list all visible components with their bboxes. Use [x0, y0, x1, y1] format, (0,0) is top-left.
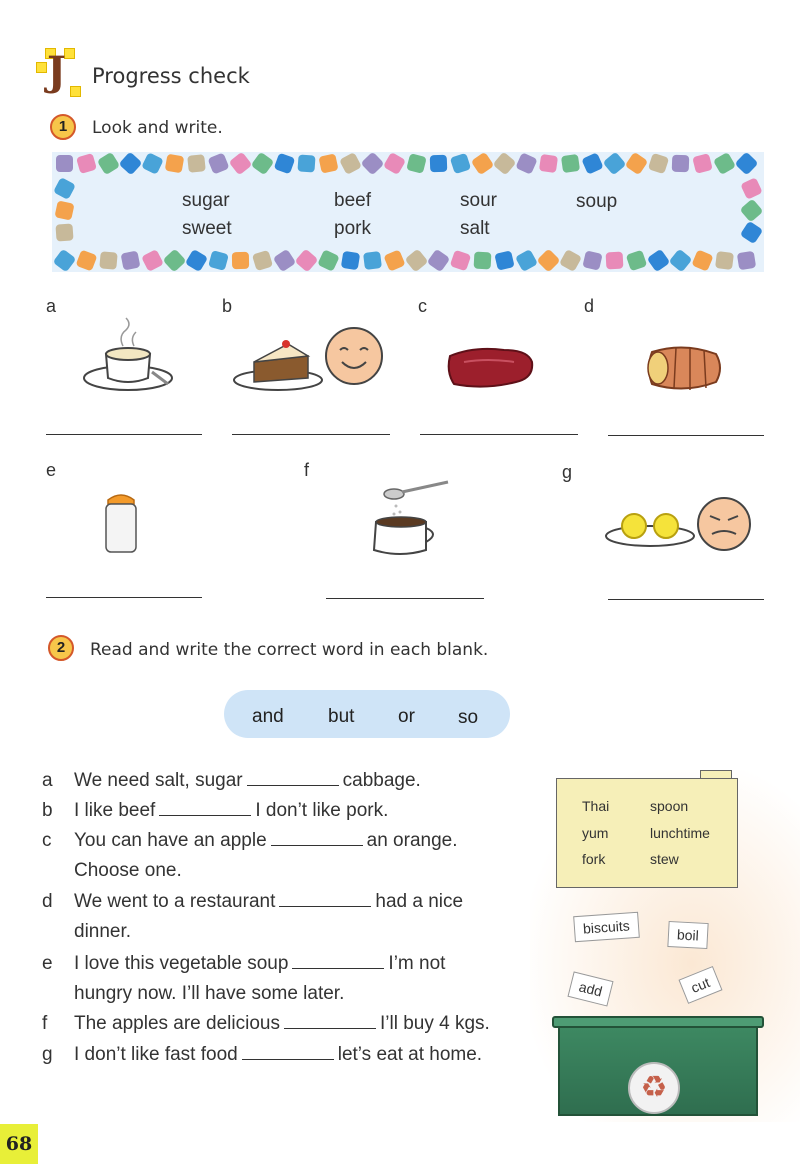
word-card: boil — [667, 921, 708, 949]
question-letter: b — [42, 800, 53, 821]
blank[interactable] — [292, 955, 384, 969]
answer-line[interactable] — [608, 599, 764, 600]
puzzle-piece-icon — [737, 251, 756, 270]
blank[interactable] — [242, 1046, 334, 1060]
puzzle-piece-icon — [539, 154, 558, 173]
page-number: 68 — [0, 1124, 38, 1164]
puzzle-piece-icon — [55, 223, 73, 241]
question-continuation: Choose one. — [74, 860, 182, 881]
puzzle-piece-icon — [252, 250, 273, 271]
puzzle-piece-icon — [647, 249, 671, 273]
blank[interactable] — [159, 802, 251, 816]
puzzle-piece-icon — [625, 152, 649, 176]
puzzle-piece-icon — [341, 251, 360, 270]
puzzle-piece-icon — [383, 249, 405, 271]
puzzle-piece-icon — [229, 152, 253, 176]
answer-line[interactable] — [232, 434, 390, 435]
puzzle-piece-icon — [606, 252, 624, 270]
word-box-item: beef — [334, 190, 371, 211]
question-continuation: dinner. — [74, 921, 132, 942]
puzzle-piece-icon — [430, 155, 448, 173]
puzzle-piece-icon — [515, 249, 538, 272]
question-text: I love this vegetable soup I’m not — [74, 953, 446, 974]
puzzle-piece-icon — [672, 155, 690, 173]
soup-bowl-icon — [78, 316, 178, 396]
puzzle-piece-icon — [297, 154, 315, 172]
question-text: You can have an apple an orange. — [74, 830, 458, 851]
recycle-icon: ♻ — [628, 1062, 680, 1114]
answer-line[interactable] — [46, 434, 202, 435]
puzzle-piece-icon — [561, 154, 580, 173]
answer-line[interactable] — [46, 597, 202, 598]
puzzle-piece-icon — [494, 250, 514, 270]
blank[interactable] — [247, 772, 339, 786]
puzzle-piece-icon — [208, 250, 229, 271]
puzzle-piece-icon — [471, 152, 495, 176]
word-card: cut — [678, 966, 722, 1004]
salt-shaker-icon — [100, 486, 142, 556]
page-title: Progress check — [92, 64, 250, 88]
puzzle-piece-icon — [692, 153, 713, 174]
beef-steak-icon — [444, 344, 536, 392]
blank[interactable] — [284, 1015, 376, 1029]
bank-word: so — [458, 707, 479, 728]
puzzle-piece-icon — [97, 152, 120, 175]
puzzle-piece-icon — [360, 151, 384, 175]
folder-word: yum — [582, 825, 609, 841]
puzzle-piece-icon — [691, 249, 713, 271]
exercise-2-number: 2 — [48, 635, 74, 661]
puzzle-piece-icon — [713, 152, 736, 175]
question-text: We need salt, sugar cabbage. — [74, 770, 421, 791]
word-box-item: sour — [460, 190, 497, 211]
pork-roll-icon — [644, 342, 724, 394]
puzzle-piece-icon — [141, 249, 164, 272]
folder-word: spoon — [650, 798, 689, 814]
puzzle-piece-icon — [317, 249, 340, 272]
puzzle-piece-icon — [118, 151, 142, 175]
puzzle-piece-icon — [740, 177, 763, 200]
exercise-2-instruction: Read and write the correct word in each blank. — [90, 640, 489, 660]
question-letter: d — [42, 891, 53, 912]
puzzle-piece-icon — [165, 154, 185, 174]
lemon-slices-icon — [604, 494, 756, 558]
puzzle-piece-icon — [740, 199, 764, 223]
puzzle-piece-icon — [383, 152, 406, 175]
bank-word: and — [252, 706, 284, 727]
blank[interactable] — [279, 893, 371, 907]
word-box-item: sugar — [182, 190, 230, 211]
question-text: I don’t like fast food let’s eat at home. — [74, 1044, 483, 1065]
puzzle-piece-icon — [536, 248, 560, 272]
puzzle-piece-icon — [603, 152, 627, 176]
puzzle-piece-icon — [99, 251, 117, 269]
item-letter: f — [304, 460, 310, 480]
word-box-item: salt — [460, 218, 490, 239]
puzzle-piece-icon — [626, 250, 648, 272]
folder-word: stew — [650, 851, 679, 867]
puzzle-piece-icon — [53, 177, 76, 200]
puzzle-piece-icon — [427, 249, 451, 273]
question-letter: a — [42, 770, 53, 791]
puzzle-piece-icon — [582, 250, 602, 270]
puzzle-piece-icon — [53, 249, 77, 273]
puzzle-piece-icon — [734, 151, 758, 175]
answer-line[interactable] — [420, 434, 578, 435]
puzzle-piece-icon — [232, 252, 249, 269]
question-letter: e — [42, 953, 53, 974]
puzzle-piece-icon — [450, 250, 472, 272]
item-letter: d — [584, 296, 595, 316]
puzzle-piece-icon — [648, 153, 669, 174]
question-letter: f — [42, 1013, 48, 1034]
word-card: biscuits — [573, 912, 639, 942]
puzzle-piece-icon — [450, 153, 471, 174]
blank[interactable] — [271, 832, 363, 846]
puzzle-piece-icon — [339, 152, 362, 175]
question-text: We went to a restaurant had a nice — [74, 891, 464, 912]
puzzle-piece-icon — [141, 152, 164, 175]
puzzle-piece-icon — [251, 152, 275, 176]
puzzle-piece-icon — [273, 249, 297, 273]
word-box-item: pork — [334, 218, 371, 239]
answer-line[interactable] — [326, 598, 484, 599]
item-letter: c — [418, 296, 427, 316]
question-letter: g — [42, 1044, 53, 1065]
word-card: add — [567, 971, 613, 1006]
puzzle-piece-icon — [318, 153, 338, 173]
question-continuation: hungry now. I’ll have some later. — [74, 983, 345, 1004]
puzzle-piece-icon — [740, 221, 764, 245]
puzzle-piece-icon — [669, 249, 693, 273]
folder-word: Thai — [582, 798, 610, 814]
unit-badge — [36, 48, 82, 100]
folder-word: lunchtime — [650, 825, 710, 841]
puzzle-piece-icon — [715, 251, 734, 270]
puzzle-piece-icon — [474, 252, 492, 270]
puzzle-piece-icon — [187, 154, 206, 173]
puzzle-piece-icon — [207, 152, 229, 174]
item-letter: b — [222, 296, 233, 316]
puzzle-piece-icon — [56, 155, 73, 172]
exercise-1-instruction: Look and write. — [92, 118, 223, 138]
question-text: The apples are delicious I’ll buy 4 kgs. — [74, 1013, 490, 1034]
puzzle-piece-icon — [405, 249, 429, 273]
puzzle-piece-icon — [406, 153, 427, 174]
word-box-item: sweet — [182, 218, 232, 239]
puzzle-piece-icon — [76, 153, 97, 174]
deco-square — [36, 62, 47, 73]
puzzle-piece-icon — [162, 248, 186, 272]
sugar-spoon-cup-icon — [364, 476, 454, 560]
puzzle-piece-icon — [54, 200, 74, 220]
question-text: I like beef I don’t like pork. — [74, 800, 389, 821]
recycle-bin-rim — [552, 1016, 764, 1028]
word-box — [52, 152, 764, 272]
cake-slice-icon — [232, 322, 392, 394]
puzzle-piece-icon — [581, 152, 603, 174]
bank-word: but — [328, 706, 355, 727]
answer-line[interactable] — [608, 435, 764, 436]
puzzle-piece-icon — [363, 251, 382, 270]
item-letter: g — [562, 462, 573, 482]
puzzle-piece-icon — [295, 249, 319, 273]
puzzle-piece-icon — [185, 249, 208, 272]
word-box-item: soup — [576, 191, 618, 212]
puzzle-piece-icon — [274, 153, 296, 175]
puzzle-piece-icon — [121, 251, 141, 271]
folder-word: fork — [582, 851, 606, 867]
puzzle-piece-icon — [559, 249, 582, 272]
question-letter: c — [42, 830, 52, 851]
puzzle-piece-icon — [493, 152, 517, 176]
exercise-1-number: 1 — [50, 114, 76, 140]
item-letter: a — [46, 296, 57, 316]
unit-letter: J — [47, 48, 66, 95]
puzzle-piece-icon — [515, 152, 537, 174]
deco-square — [70, 86, 81, 97]
bank-word: or — [398, 706, 415, 727]
puzzle-piece-icon — [76, 250, 98, 272]
item-letter: e — [46, 460, 57, 480]
